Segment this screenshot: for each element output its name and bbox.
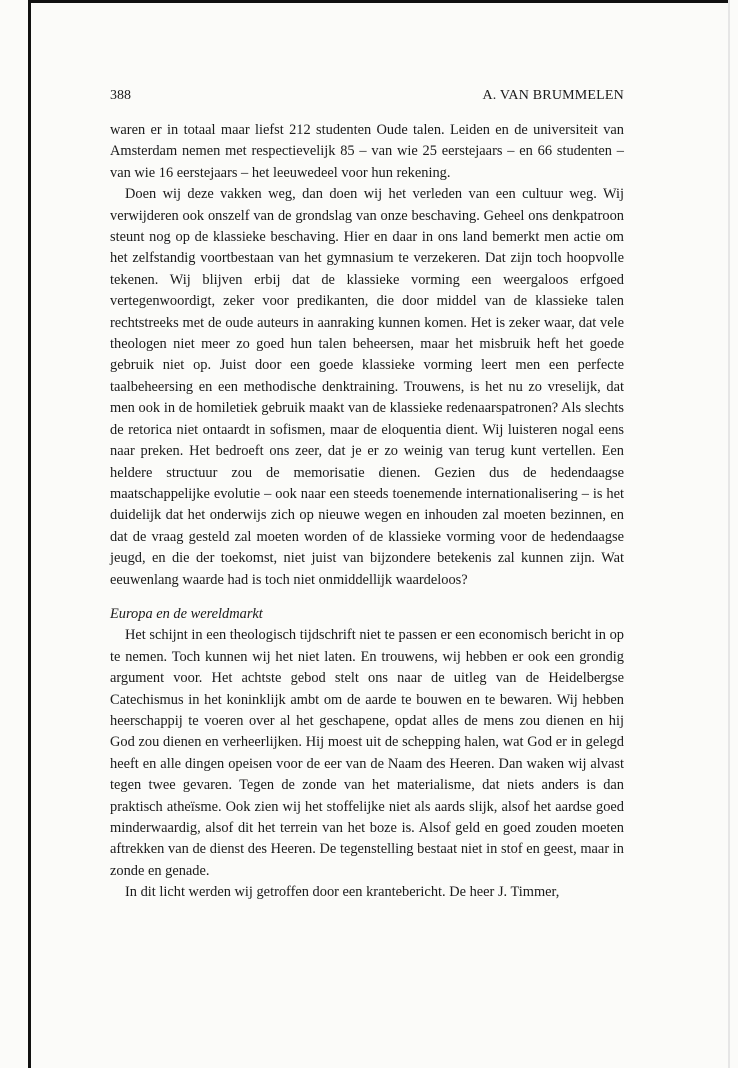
paragraph-3: Het schijnt in een theologisch tijdschrift niet te passen er een economisch bericht in op te nemen. Toch kunnen wij het niet laten. En trouwens, wij hebben er ook een grondig argument voor. Het achtste gebod stelt ons naar de uitleg van de Heidelbergse Catechismus in het koninklijk ambt om de aarde te bouwen en te bewaren. Wij hebben heerschappij te voeren over al het geschapene, opdat alles de mens zou dienen en hij God zou dienen en verheerlijken. Hij moest uit de schepping halen, wat God er in gelegd heeft en alle dingen opeisen voor de eer van de Naam des Heeren. Dan waken wij alvast tegen twee gevaren. Tegen de zonde van het materialisme, dat niets anders is dan praktisch atheïsme. Ook zien wij het stoffelijke niet als aards slijk, alsof het aardse goed minderwaardig, alsof dit het terrein van het boze is. Alsof geld en goed zouden moeten aftrekken van de dienst des Heeren. De tegenstelling bestaat niet in stof en geest, maar in zonde en genade. [110,627,624,879]
body-text [110,120,624,904]
paragraph-1: waren er in totaal maar liefst 212 studenten Oude talen. Leiden en de universiteit van Amsterdam nemen met respectievelijk 85 – van wie 25 eerstejaars – en 66 studenten – van wie 16 eerstejaars – het leeuwedeel voor hun rekening. [110,122,624,181]
paragraph-4: In dit licht werden wij getroffen door een krantebericht. De heer J. Timmer, [125,884,560,901]
scan-edge-top [28,0,728,3]
page-number: 388 [110,88,131,103]
scan-edge-left [28,0,31,1068]
page-header [110,88,624,108]
section-heading: Europa en de wereldmarkt [110,605,263,622]
paragraph-2: Doen wij deze vakken weg, dan doen wij het verleden van een cultuur weg. Wij verwijderen ook onszelf van de grondslag van onze beschaving. Geheel ons denkpatroon steunt nog op de klassieke beschaving. Hier en daar in ons land bemerkt men actie om het zelfstandig voortbestaan van het gymnasium te verzekeren. Dat zijn toch hoopvolle tekenen. Wij blijven erbij dat de klassieke vorming een weergaloos erfgoed vertegenwoordigt, zeker voor predikanten, die door middel van de klassieke talen rechtstreeks met de oude auteurs in aanraking kunnen komen. Het is zeker waar, dat vele theologen niet meer zo goed hun talen beheersen, maar het misbruik heft het goede gebruik niet op. Juist door een goede klassieke vorming leert men een perfecte taalbeheersing en een methodische denktraining. Trouwens, is het nu zo vreselijk, dat men ook in de homiletiek gebruik maakt van de klassieke redenaarspatronen? Als slechts de retorica niet ontaardt in sofismen, maar de eloquentia dient. Wij luisteren nogal eens naar preken. Het bedroeft ons zeer, dat je er zo weinig van terug kunt vertellen. Een heldere structuur zou de memorisatie dienen. Gezien dus de hedendaagse maatschappelijke evolutie – ook naar een steeds toenemende internationalisering – is het duidelijk dat het onderwijs zich op nieuwe wegen en inhouden zal moeten bezinnen, en dat de vraag gesteld zal moeten worden of de klassieke vorming voor de hedendaagse jeugd, en die der toekomst, niet juist van bijzondere betekenis zal kunnen zijn. Wat eeuwenlang waarde had is toch niet onmiddellijk waardeloos? [110,186,624,588]
scan-edge-right [728,0,730,1068]
running-head: A. VAN BRUMMELEN [482,88,624,103]
